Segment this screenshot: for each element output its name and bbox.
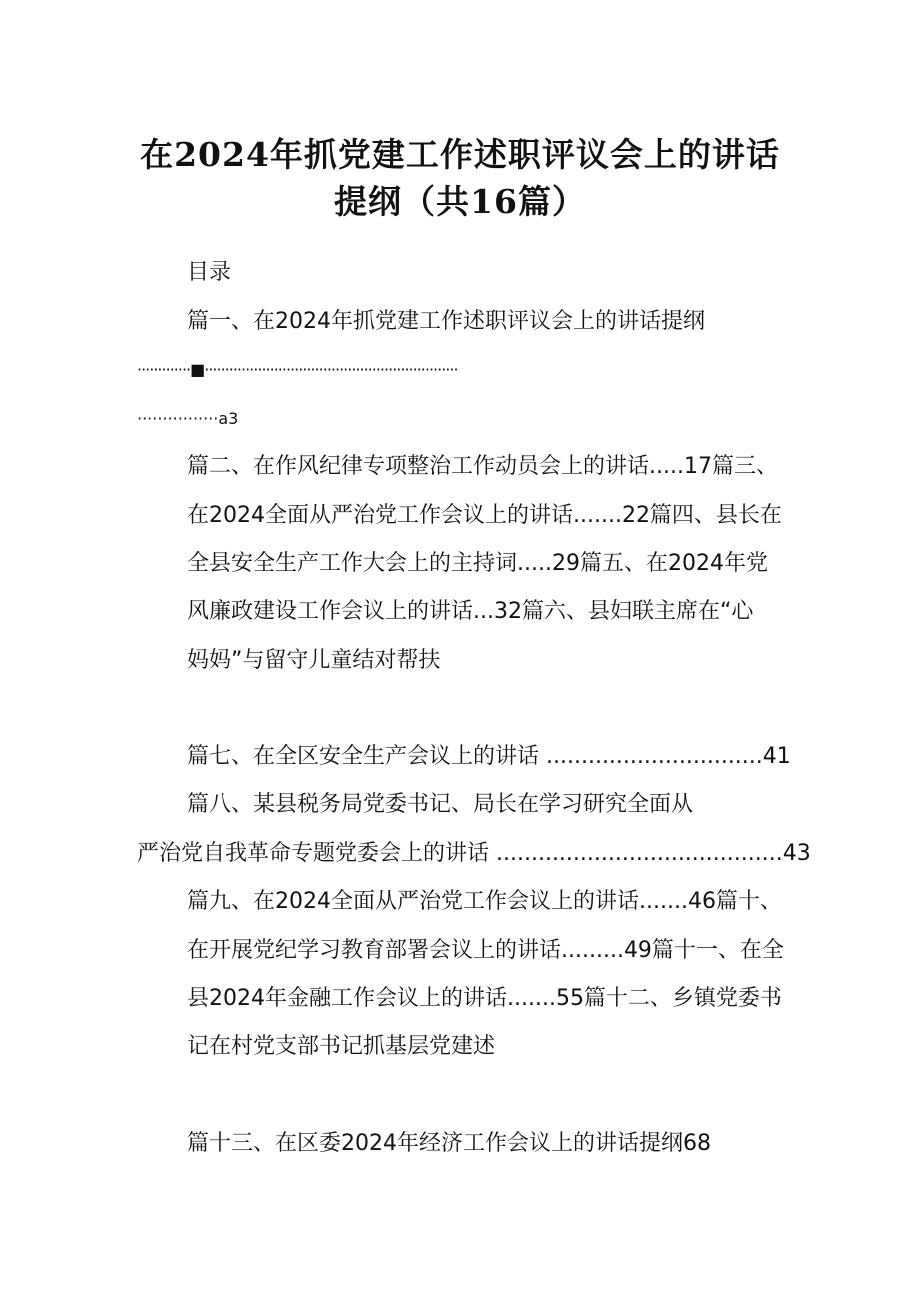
toc-entry-line: 严治党自我革命专题党委会上的讲话 .........................................43 <box>137 841 811 866</box>
toc-entry-line: 篇九、在2024全面从严治党工作会议上的讲话.......46篇十、 <box>187 889 782 914</box>
toc-entry-line: 县2024年金融工作会议上的讲话.......55篇十二、乡镇党委书 <box>187 986 782 1011</box>
document-title-line-2: 提纲（共16篇） <box>334 182 586 221</box>
toc-entry-line: 篇二、在作风纪律专项整治工作动员会上的讲话.....17篇三、 <box>187 454 778 479</box>
document-title-line-1: 在2024年抓党建工作述职评议会上的讲话 <box>140 135 780 174</box>
toc-entry-line: 在开展党纪学习教育部署会议上的讲话.........49篇十一、在全 <box>187 938 784 963</box>
toc-entry-line: 篇一、在2024年抓党建工作述职评议会上的讲话提纲 <box>187 309 705 334</box>
toc-leader-dots-page: ················a3 <box>137 409 239 428</box>
toc-heading: 目录 <box>187 260 232 285</box>
toc-entry-line: 篇八、某县税务局党委书记、局长在学习研究全面从 <box>187 792 694 817</box>
toc-leader-dots: ·············■······························································ <box>137 360 458 379</box>
toc-entry-line: 记在村党支部书记抓基层党建述 <box>187 1034 496 1059</box>
toc-entry-line: 妈妈”与留守儿童结对帮扶 <box>187 648 441 673</box>
toc-entry-line: 全县安全生产工作大会上的主持词.....29篇五、在2024年党 <box>187 551 768 576</box>
toc-entry-line: 在2024全面从严治党工作会议上的讲话.......22篇四、县长在 <box>187 503 782 528</box>
toc-entry-line: 风廉政建设工作会议上的讲话...32篇六、县妇联主席在“心 <box>187 599 754 624</box>
toc-entry-line: 篇十三、在区委2024年经济工作会议上的讲话提纲68 <box>187 1131 711 1156</box>
toc-entry-line: 篇七、在全区安全生产会议上的讲话 ...............................41 <box>187 744 791 769</box>
